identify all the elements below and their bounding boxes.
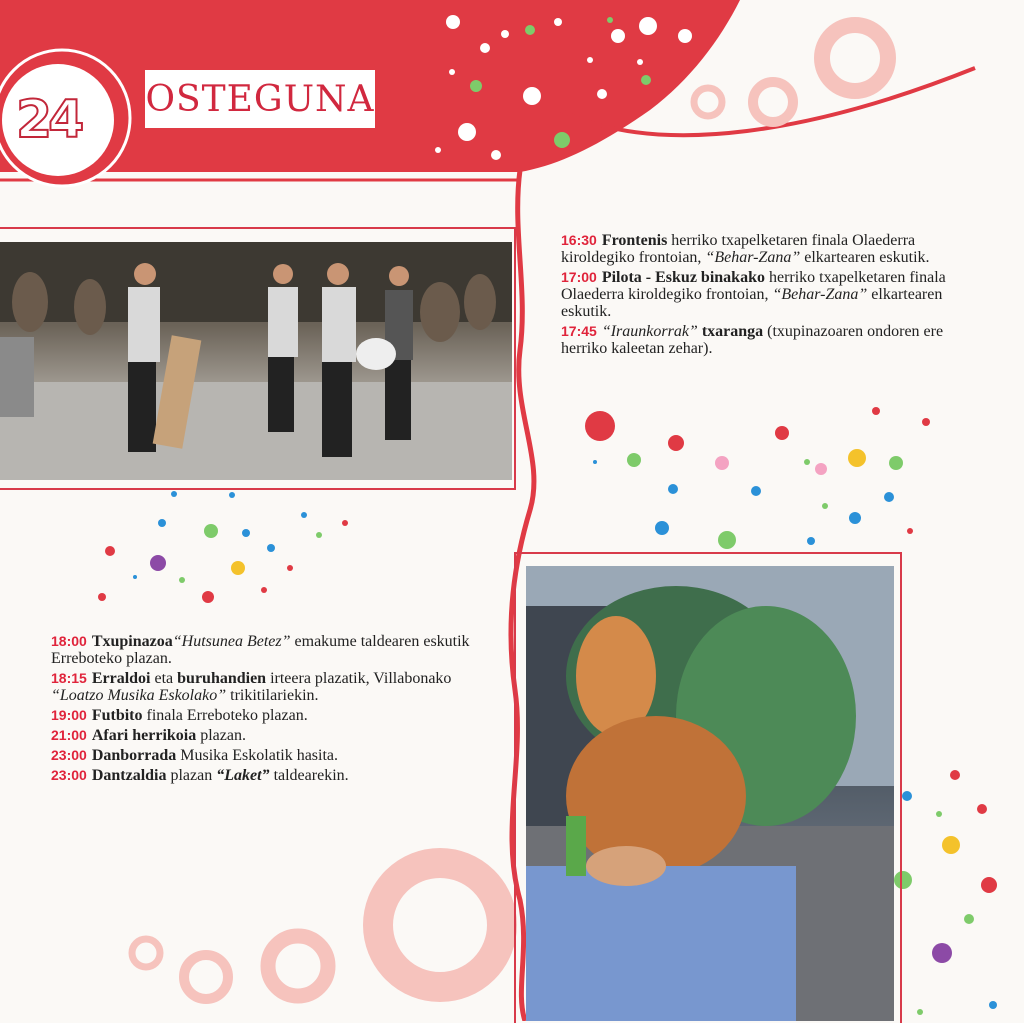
event-name: Futbito	[91, 707, 143, 724]
confetti-far-right	[882, 770, 997, 1015]
event-text: trikitilariekin.	[226, 687, 319, 704]
event-text: “Loatzo Musika Eskolako”	[51, 687, 227, 704]
event-time: 17:45	[561, 323, 597, 339]
event-name: Erraldoi	[91, 670, 151, 687]
schedule-evening	[51, 633, 491, 787]
schedule-entry	[51, 727, 491, 744]
event-name: buruhandien	[177, 670, 267, 687]
event-text: “Laket”	[216, 767, 270, 784]
schedule-entry	[51, 670, 491, 704]
event-text: (txupinazoaren ondoren ere herriko kaleetan zehar).	[561, 323, 944, 357]
event-text: herriko txapelketaren finala Olaederra kiroldegiko frontoian,	[561, 232, 916, 266]
event-text: herriko txapelketaren finala Olaederra kiroldegiko frontoian,	[561, 269, 946, 303]
event-text: elkartearen eskutik.	[800, 249, 930, 266]
day-title: OSTEGUNA	[145, 78, 375, 120]
event-time: 18:00	[51, 633, 87, 649]
event-name: Frontenis	[601, 232, 668, 249]
event-name: Afari herrikoia	[91, 727, 197, 744]
event-name: Dantzaldia	[91, 767, 167, 784]
date-number: 24	[16, 90, 81, 150]
day-title-box	[145, 70, 375, 128]
event-text: irteera plazatik, Villabonako	[266, 670, 452, 687]
event-text: taldearekin.	[269, 767, 349, 784]
schedule-entry	[561, 269, 981, 320]
event-text: plazan.	[196, 727, 246, 744]
event-time: 21:00	[51, 727, 87, 743]
schedule-entry	[51, 707, 491, 724]
event-name: Pilota - Eskuz binakako	[601, 269, 765, 286]
schedule-entry	[561, 323, 981, 357]
confetti-right	[585, 407, 930, 549]
schedule-entry	[51, 633, 491, 667]
event-text: Musika Eskolatik hasita.	[176, 747, 339, 764]
event-time: 16:30	[561, 232, 597, 248]
event-text: “Hutsunea Betez”	[172, 633, 291, 650]
event-text: “Behar-Zana”	[772, 286, 868, 303]
street-drummers-photo	[0, 242, 512, 480]
event-time: 23:00	[51, 747, 87, 763]
drummers-parade-icon	[0, 242, 512, 480]
event-name: Txupinazoa	[91, 633, 173, 650]
event-time: 17:00	[561, 269, 597, 285]
giant-head-photo	[526, 566, 894, 1021]
event-time: 19:00	[51, 707, 87, 723]
schedule-entry	[51, 747, 491, 764]
event-text: plazan	[166, 767, 217, 784]
event-time: 18:15	[51, 670, 87, 686]
event-text: “Iraunkorrak”	[601, 323, 698, 340]
schedule-entry	[51, 767, 491, 784]
bottom-rings	[132, 863, 502, 999]
event-time: 23:00	[51, 767, 87, 783]
event-text: emakume taldearen eskutik Erreboteko plazan.	[51, 633, 470, 667]
event-name: Danborrada	[91, 747, 177, 764]
event-text: “Behar-Zana”	[705, 249, 801, 266]
schedule-afternoon	[561, 232, 981, 360]
schedule-entry	[561, 232, 981, 266]
event-name: txaranga	[697, 323, 764, 340]
buruhandi-icon	[526, 566, 894, 1021]
event-text: finala Erreboteko plazan.	[142, 707, 308, 724]
event-text: eta	[150, 670, 178, 687]
event-text: elkartearen eskutik.	[561, 286, 943, 320]
